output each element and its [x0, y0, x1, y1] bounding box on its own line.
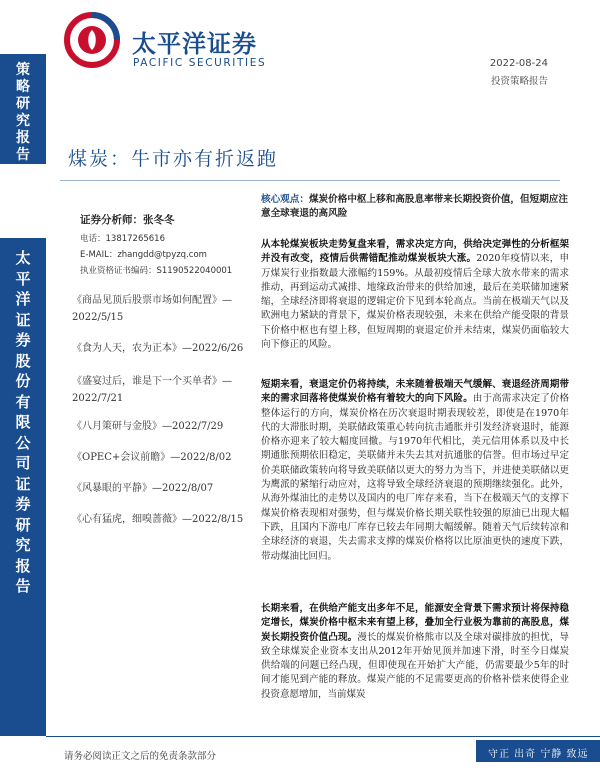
paragraph-body: 由于高需求决定了价格整体运行的方向，煤炭价格在历次衰退时期表现较差，即使是在1970年代的大滞胀时期，美联储政策重心转向抗击通胀并引发经济衰退时，能源价格亦迎来了较大幅度回撤。与1970年代相比，美元信用体系以及中长期通胀预期依旧稳定，美联储并未失去其对抗通胀的信誉。但市场过早定价美联储政策转向将导致美联储以更大的努力为当下，并进使美联储以更为鹰派的紧缩行动应对，这将导致全球经济衰退的预期继续强化。此外，从海外煤油比的走势以及国内的电厂库存来看，当下在极端天气的支撑下煤炭价格表现相对强势，但与煤炭价格长期关联性较强的原油已出现大幅下跌，且国内下游电厂库存已较去年同期大幅缓解。随着天气后续转凉和全球经济的衰退，失去需求支撑的煤炭价格将以比原油更快的速度下跌，带动煤油比回归。 [261, 393, 569, 562]
related-report[interactable]: 《食为人天，农为正本》—2022/6/26 [72, 343, 244, 354]
company-motto: 守正 出奇 宁静 致远 [488, 749, 589, 760]
sidebar-company-label [0, 238, 46, 736]
analyst-email: E-MAIL：zhangdd@tpyzq.com [80, 250, 207, 260]
related-report[interactable]: 《盛宴过后，谁是下一个买单者》—2022/7/21 [72, 376, 232, 404]
related-report[interactable]: 《八月策研与金股》—2022/7/29 [72, 421, 224, 432]
body-paragraph [261, 238, 569, 352]
paragraph-body: 2020年疫情以来，申万煤炭行业指数最大涨幅约159%。从最初疫情后全球大放水带来的需求推动，再到运动式减排、地缘政治带来的供给加速，最后在美联储加速紧缩，全球经济即将衰退的逻辑定价下见到本轮高点。当前在极端天气以及欧洲电力紧缺的背景下，煤炭价格表现较强，未来在供给产能受限的背景下价格中枢也有望上移，但短周期的衰退定价并未结束，煤炭仍面临较大向下修正的风险。 [261, 253, 569, 351]
sidebar-bottom-label: 太 平 洋 证 券 股 份 有 限 公 司 证 券 研 究 报 告 [15, 249, 31, 595]
brand-name-en: PACIFIC SECURITIES [133, 57, 267, 69]
analyst-name: 张冬冬 [143, 214, 175, 226]
title-divider [60, 180, 560, 181]
body-paragraph [261, 602, 569, 702]
footer-divider [46, 736, 600, 737]
related-report[interactable]: 《商品见顶后股票市场如何配置》—2022/5/15 [72, 295, 232, 323]
core-view [261, 193, 569, 221]
sidebar-report-category [0, 54, 46, 164]
report-date: 2022-08-24 [489, 58, 548, 69]
paragraph-lead: 从本轮煤炭板块走势复盘来看，需求决定方向，供给决定弹性的分析框架并没有改变，疫情后供需错配推动煤炭板块大涨。 [261, 239, 569, 265]
related-report[interactable]: 《心有猛虎，细嗅蔷薇》—2022/8/15 [72, 514, 244, 525]
related-report[interactable]: 《OPEC+会议前瞻》—2022/8/02 [72, 452, 232, 463]
report-title: 煤炭：牛市亦有折返跑 [68, 148, 279, 170]
pacific-securities-logo [64, 12, 120, 68]
analyst-license: 执业资格证书编码：S1190522040001 [80, 266, 233, 276]
paragraph-body: 漫长的煤炭价格熊市以及全球对碳排放的担忧，导致全球煤炭企业资本支出从2012年开始见顶并加速下滑，时至今日煤炭供给端的问题已经凸现，但即使现在开始扩大产能，仍需要最少5年的时间才能见到产能的释放。煤炭产能的不足需要更高的价格补偿来使得企业投资意愿增加，当前煤炭 [261, 631, 569, 700]
report-type: 投资策略报告 [490, 76, 548, 87]
paragraph-lead: 长期来看，在供给产能支出多年不足，能源安全背景下需求预计将保持稳定增长，煤炭价格中枢未来有望上移，叠加全行业极为靠前的高股息，煤炭长期投资价值凸现。 [261, 603, 569, 643]
core-view-label: 核心观点： [261, 194, 309, 205]
analyst [80, 212, 175, 227]
analyst-label: 证券分析师： [80, 214, 143, 226]
disclaimer-note: 请务必阅读正文之后的免责条款部分 [64, 751, 217, 762]
related-report[interactable]: 《风暴眼的平静》—2022/8/07 [72, 483, 214, 494]
body-paragraph [261, 378, 569, 564]
brand-name-cn: 太平洋证券 [132, 30, 257, 58]
core-view-text: 煤炭价格中枢上移和高股息率带来长期投资价值，但短期应注意全球衰退的高风险 [261, 194, 568, 219]
sidebar-top-label: 策 略 研 究 报 告 [16, 62, 30, 163]
paragraph-lead: 短期来看，衰退定价仍将持续，未来随着极端天气缓解、衰退经济周期带来的需求回落将使煤炭价格有着较大的向下风险。 [261, 379, 569, 405]
analyst-phone: 电话：13817265616 [80, 234, 165, 244]
